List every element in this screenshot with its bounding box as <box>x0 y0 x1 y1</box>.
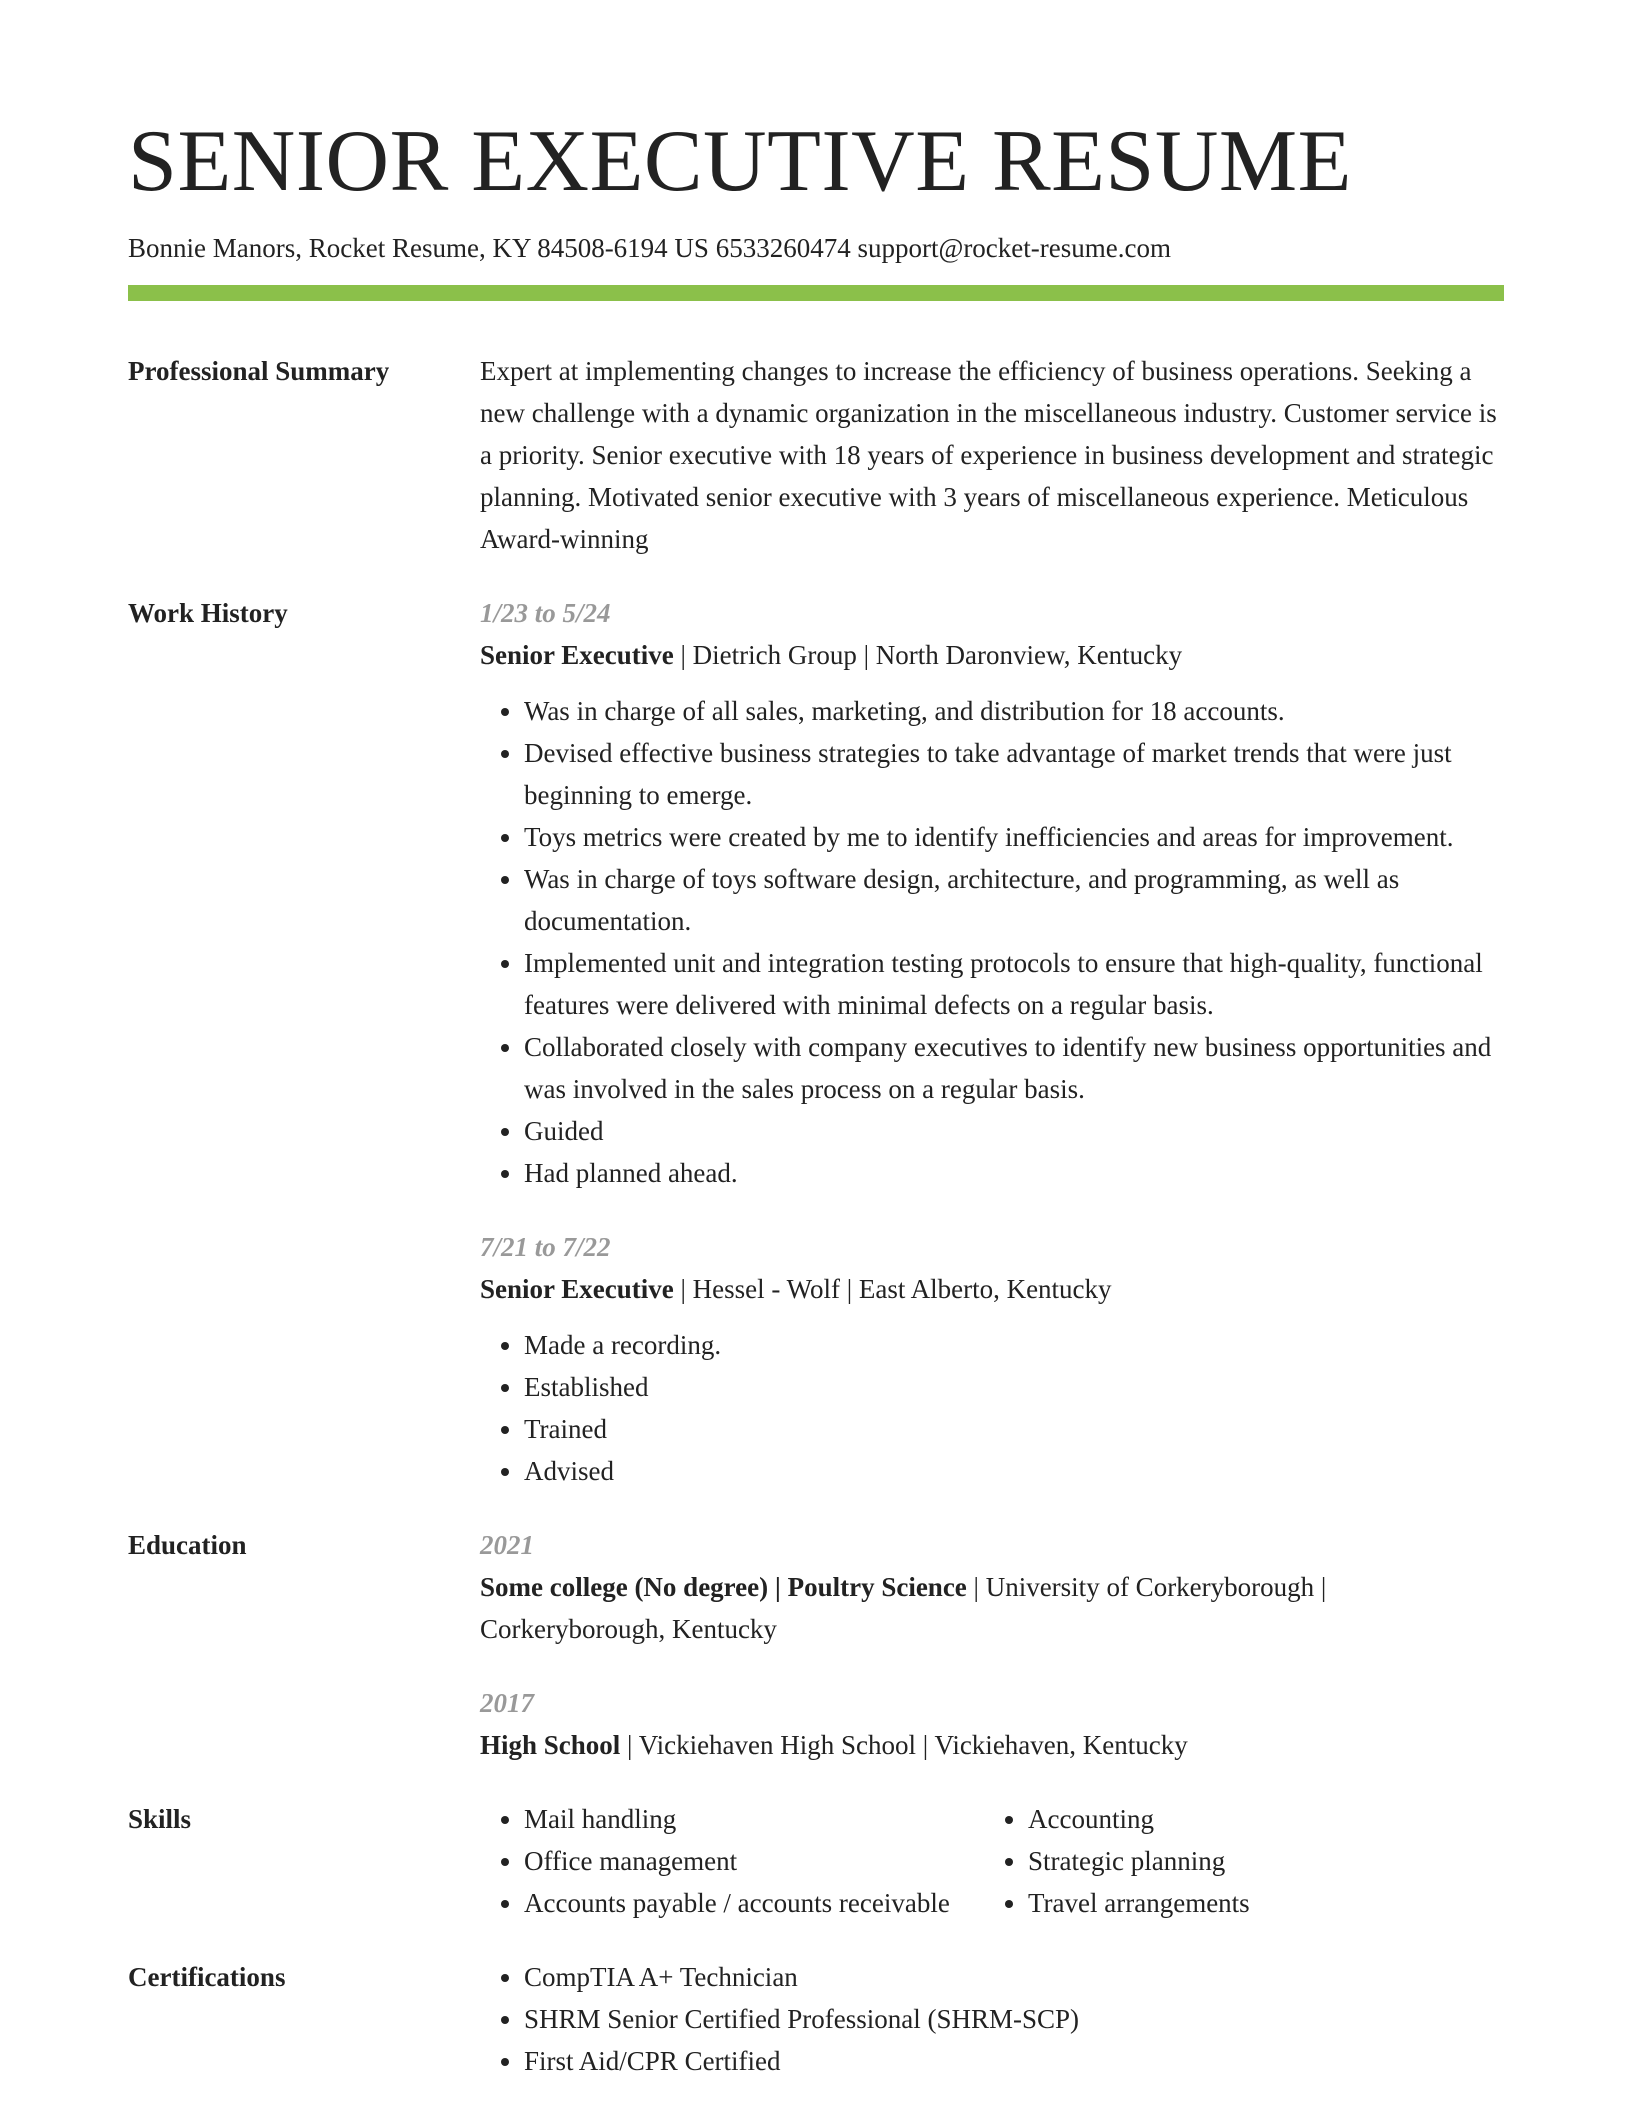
job-bullet: • Toys metrics were created by me to identify inefficiencies and areas for improvement. <box>524 816 1504 858</box>
section-label-skills: Skills <box>128 1804 192 1834</box>
summary-section <box>128 350 1504 560</box>
skill-item: • Accounts payable / accounts receivable <box>524 1882 984 1924</box>
job-bullet: • Collaborated closely with company executives to identify new business opportunities and was involved in the sales process on a regular basis. <box>524 1026 1504 1110</box>
education-details: | Vickiehaven High School | Vickiehaven, Kentucky <box>620 1730 1188 1760</box>
section-label-certifications: Certifications <box>128 1962 286 1992</box>
education-year: 2021 <box>480 1530 534 1560</box>
skills-section <box>128 1798 1504 1924</box>
education-entry <box>480 1682 1504 1766</box>
section-label-summary: Professional Summary <box>128 356 390 386</box>
skill-item: • Travel arrangements <box>1028 1882 1250 1924</box>
job-bullet: • Guided <box>524 1110 1504 1152</box>
skill-item: • Office management <box>524 1840 984 1882</box>
summary-text: Expert at implementing changes to increase the efficiency of business operations. Seeking a new challenge with a dynamic organization in the miscellaneous industry. Customer service is a priority. Senior executive with 18 years of experience in business development and strategic planning. Motivated senior executive with 3 years of miscellaneous experience. Meticulous Award-winning <box>480 356 1497 554</box>
job-bullet: • Devised effective business strategies to take advantage of market trends that were just beginning to emerge. <box>524 732 1504 816</box>
job-role: Senior Executive <box>480 1274 674 1304</box>
job-bullet: • Advised <box>524 1450 1504 1492</box>
education-heading <box>480 1724 1504 1766</box>
education-section <box>128 1524 1504 1766</box>
skills-grid <box>480 1798 1504 1924</box>
job-heading <box>480 634 1504 676</box>
education-heading <box>480 1566 1504 1650</box>
certifications-body <box>480 1956 1504 2082</box>
job-bullet: • Was in charge of all sales, marketing, and distribution for 18 accounts. <box>524 690 1504 732</box>
accent-divider <box>128 285 1504 301</box>
job-bullet-list <box>480 690 1504 1194</box>
certification-item: • First Aid/CPR Certified <box>524 2040 1504 2082</box>
education-degree: High School <box>480 1730 621 1760</box>
education-entry <box>480 1524 1504 1650</box>
skills-body <box>480 1798 1504 1924</box>
contact-line: Bonnie Manors, Rocket Resume, KY 84508-6194 US 6533260474 support@rocket-resume.com <box>128 233 1171 263</box>
education-body <box>480 1524 1504 1766</box>
job-bullet: • Established <box>524 1366 1504 1408</box>
skills-column <box>984 1798 1250 1924</box>
skills-column <box>480 1798 984 1924</box>
skill-item: • Mail handling <box>524 1798 984 1840</box>
job-dates: 1/23 to 5/24 <box>480 598 611 628</box>
section-label-work-history: Work History <box>128 598 288 628</box>
job-dates: 7/21 to 7/22 <box>480 1232 611 1262</box>
summary-body <box>480 350 1504 560</box>
certifications-section <box>128 1956 1504 2082</box>
skill-item: • Strategic planning <box>1028 1840 1250 1882</box>
skill-item: • Accounting <box>1028 1798 1250 1840</box>
job-entry <box>480 1226 1504 1492</box>
resume-content <box>128 350 1504 2114</box>
job-bullet: • Trained <box>524 1408 1504 1450</box>
job-heading <box>480 1268 1504 1310</box>
education-details: | University of Corkeryborough | Corkeryborough, Kentucky <box>480 1572 1327 1644</box>
work-history-section <box>128 592 1504 1492</box>
job-bullet: • Implemented unit and integration testing protocols to ensure that high-quality, functional features were delivered with minimal defects on a regular basis. <box>524 942 1504 1026</box>
work-history-body <box>480 592 1504 1492</box>
certification-list <box>480 1956 1504 2082</box>
resume-title: SENIOR EXECUTIVE RESUME <box>128 113 1352 210</box>
certification-item: • SHRM Senior Certified Professional (SHRM-SCP) <box>524 1998 1504 2040</box>
job-bullet: • Had planned ahead. <box>524 1152 1504 1194</box>
job-bullet: • Made a recording. <box>524 1324 1504 1366</box>
education-degree: Some college (No degree) | Poultry Science <box>480 1572 967 1602</box>
job-details: | Dietrich Group | North Daronview, Kentucky <box>673 640 1183 670</box>
job-bullet: • Was in charge of toys software design, architecture, and programming, as well as documentation. <box>524 858 1504 942</box>
job-role: Senior Executive <box>480 640 674 670</box>
education-year: 2017 <box>480 1688 534 1718</box>
job-bullet-list <box>480 1324 1504 1492</box>
job-details: | Hessel - Wolf | East Alberto, Kentucky <box>673 1274 1112 1304</box>
job-entry <box>480 592 1504 1194</box>
certification-item: • CompTIA A+ Technician <box>524 1956 1504 1998</box>
section-label-education: Education <box>128 1530 247 1560</box>
